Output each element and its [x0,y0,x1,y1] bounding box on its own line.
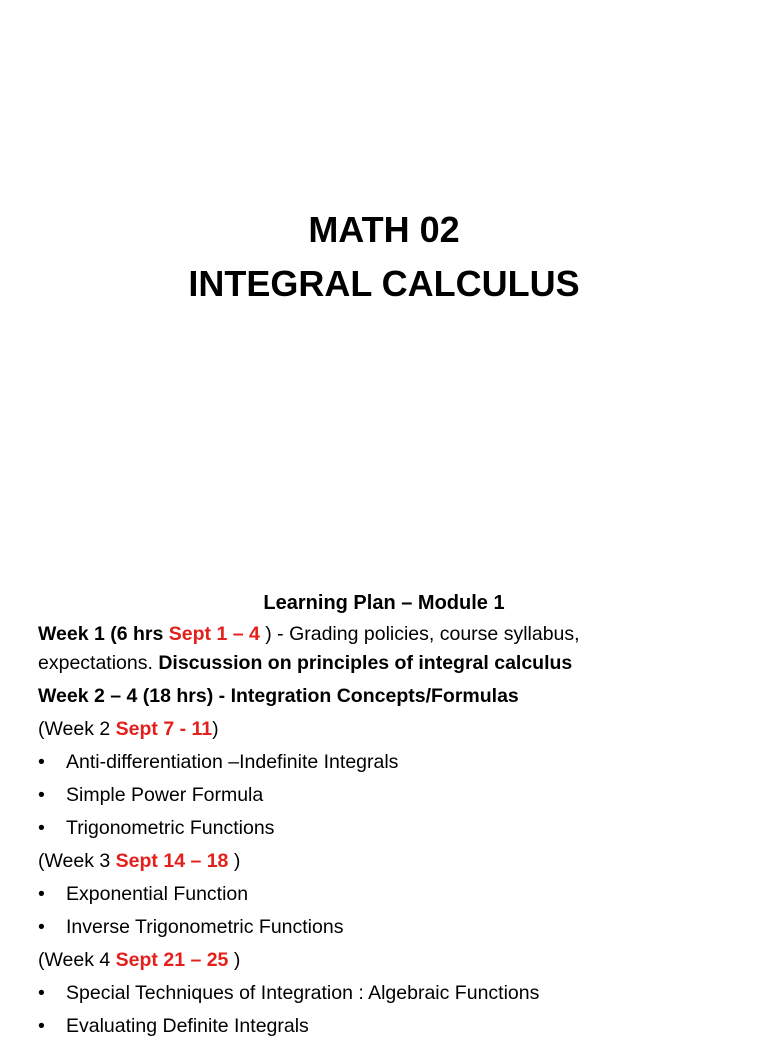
topic-text: Exponential Function [66,883,249,905]
week2-dates: Sept 7 - 11 [115,718,213,740]
week2-open: (Week 2 [38,718,116,740]
week1-cont-bold: Discussion on principles of integral calculus [158,652,573,674]
week2-line [38,715,738,744]
topic-text: Trigonometric Functions [66,817,275,839]
week3-open: (Week 3 [38,850,116,872]
bullet-icon: • [38,883,45,905]
week1-continuation [38,649,738,678]
topic-text: Simple Power Formula [66,784,264,806]
week1-line [38,620,738,649]
topic-text: Anti-differentiation –Indefinite Integrals [66,751,399,773]
week1-rest: ) - Grading policies, course syllabus, [259,623,580,645]
week3-line [38,847,738,876]
week2-close: ) [212,718,219,740]
week4-close: ) [228,949,241,971]
topic-text: Evaluating Definite Integrals [66,1015,309,1037]
list-item [38,1012,738,1041]
list-item [38,880,738,909]
week1-cont-plain: expectations. [38,652,159,674]
week1-dates: Sept 1 – 4 [168,623,260,645]
week3-close: ) [228,850,241,872]
course-code: MATH 02 [308,209,460,250]
course-name: INTEGRAL CALCULUS [188,263,580,304]
list-item [38,979,738,1008]
bullet-icon: • [38,751,45,773]
week1-lead: Week 1 (6 hrs [38,623,169,645]
slide-title [0,203,768,311]
bullet-icon: • [38,817,45,839]
bullet-icon: • [38,1015,45,1037]
week4-open: (Week 4 [38,949,116,971]
bullet-icon: • [38,916,45,938]
bullet-icon: • [38,982,45,1004]
learning-plan-heading: Learning Plan – Module 1 [263,592,505,614]
list-item [38,814,738,843]
list-item [38,913,738,942]
week4-dates: Sept 21 – 25 [115,949,229,971]
week2-4-heading: Week 2 – 4 (18 hrs) - Integration Concepts/Formulas [38,685,519,707]
bullet-icon: • [38,784,45,806]
learning-plan-body [38,620,738,1041]
topic-text: Special Techniques of Integration : Algebraic Functions [66,982,540,1004]
list-item [38,781,738,810]
week3-dates: Sept 14 – 18 [115,850,229,872]
week4-line [38,946,738,975]
list-item [38,748,738,777]
topic-text: Inverse Trigonometric Functions [66,916,344,938]
